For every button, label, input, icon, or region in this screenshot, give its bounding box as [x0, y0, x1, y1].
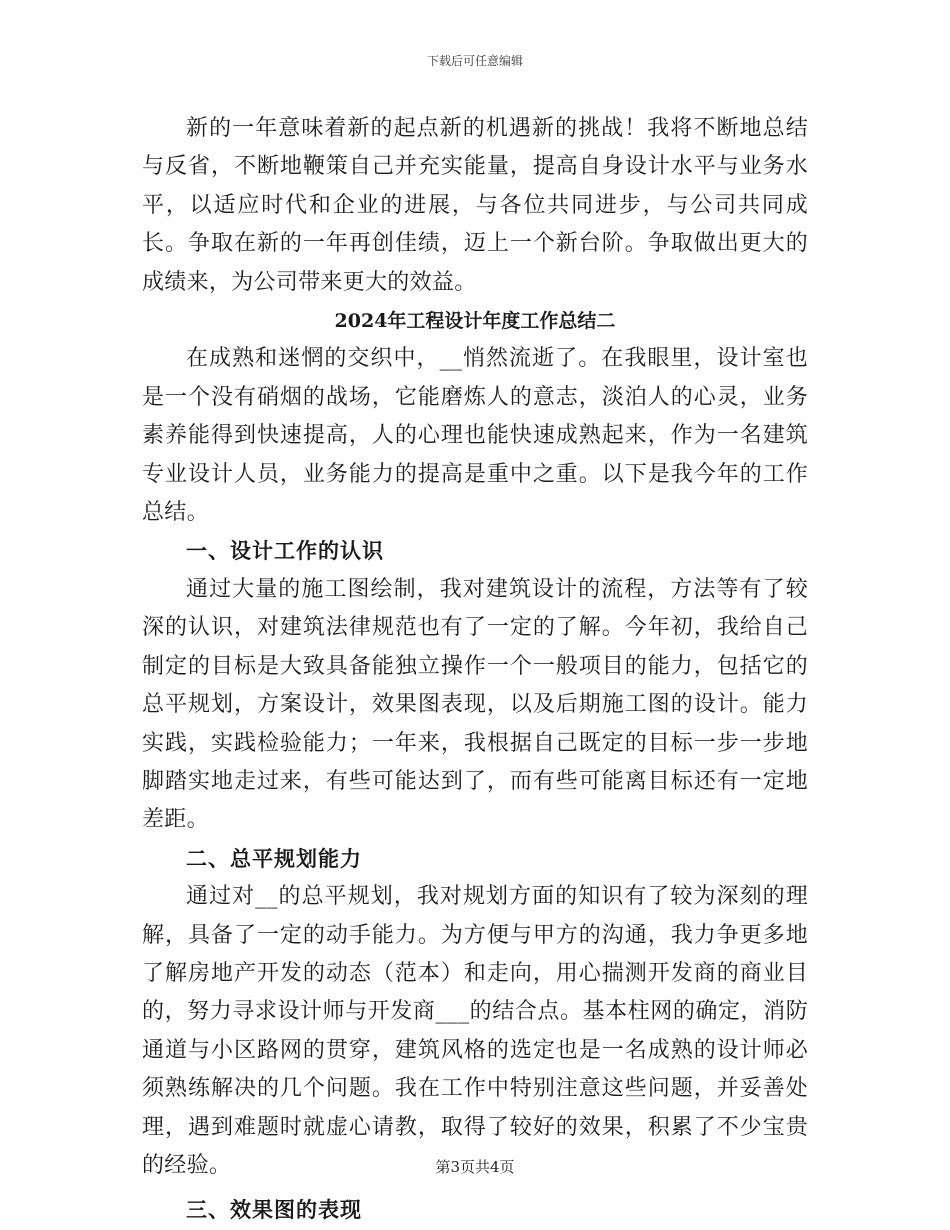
document-body — [142, 110, 808, 1230]
page-header: 下载后可任意编辑 — [426, 54, 523, 68]
paragraph-new-year: 新的一年意味着新的起点新的机遇新的挑战！我将不断地总结与反省，不断地鞭策自己并充实能量，提高自身设计水平与业务水平，以适应时代和企业的进展，与各位共同进步，与公司共同成长。争取在新的一年再创佳绩，迈上一个新台阶。争取做出更大的成绩来，为公司带来更大的效益。 — [142, 116, 808, 295]
paragraph-site-planning: 通过对__的总平规划，我对规划方面的知识有了较为深刻的理解，具备了一定的动手能力。为方便与甲方的沟通，我力争更多地了解房地产开发的动态（范本）和走向，用心揣测开发商的商业目的，努力寻求设计师与开发商___的结合点。基本柱网的确定，消防通道与小区路网的贯穿，建筑风格的选定也是一名成熟的设计师必须熟练解决的几个问题。我在工作中特别注意这些问题，并妥善处理，遇到难题时就虚心请教，取得了较好的效果，积累了不少宝贵的经验。 — [142, 884, 808, 1178]
heading-rendering: 三、效果图的表现 — [186, 1197, 362, 1223]
heading-design-work: 一、设计工作的认识 — [186, 538, 384, 564]
paragraph-intro: 在成熟和迷惘的交织中，__悄然流逝了。在我眼里，设计室也是一个没有硝烟的战场，它能磨炼人的意志，淡泊人的心灵，业务素养能得到快速提高，人的心理也能快速成熟起来，作为一名建筑专业设计人员，业务能力的提高是重中之重。以下是我今年的工作总结。 — [142, 346, 808, 526]
heading-site-planning: 二、总平规划能力 — [186, 845, 362, 871]
page-footer: 第3页共4页 — [435, 1158, 515, 1176]
section-title: 2024年工程设计年度工作总结二 — [334, 310, 616, 333]
paragraph-design-work: 通过大量的施工图绘制，我对建筑设计的流程，方法等有了较深的认识，对建筑法律规范也有了一定的了解。今年初，我给自己制定的目标是大致具备能独立操作一个一般项目的能力，包括它的总平规划，方案设计，效果图表现，以及后期施工图的设计。能力实践，实践检验能力；一年来，我根据自己既定的目标一步一步地脚踏实地走过来，有些可能达到了，而有些可能离目标还有一定地差距。 — [142, 576, 808, 833]
